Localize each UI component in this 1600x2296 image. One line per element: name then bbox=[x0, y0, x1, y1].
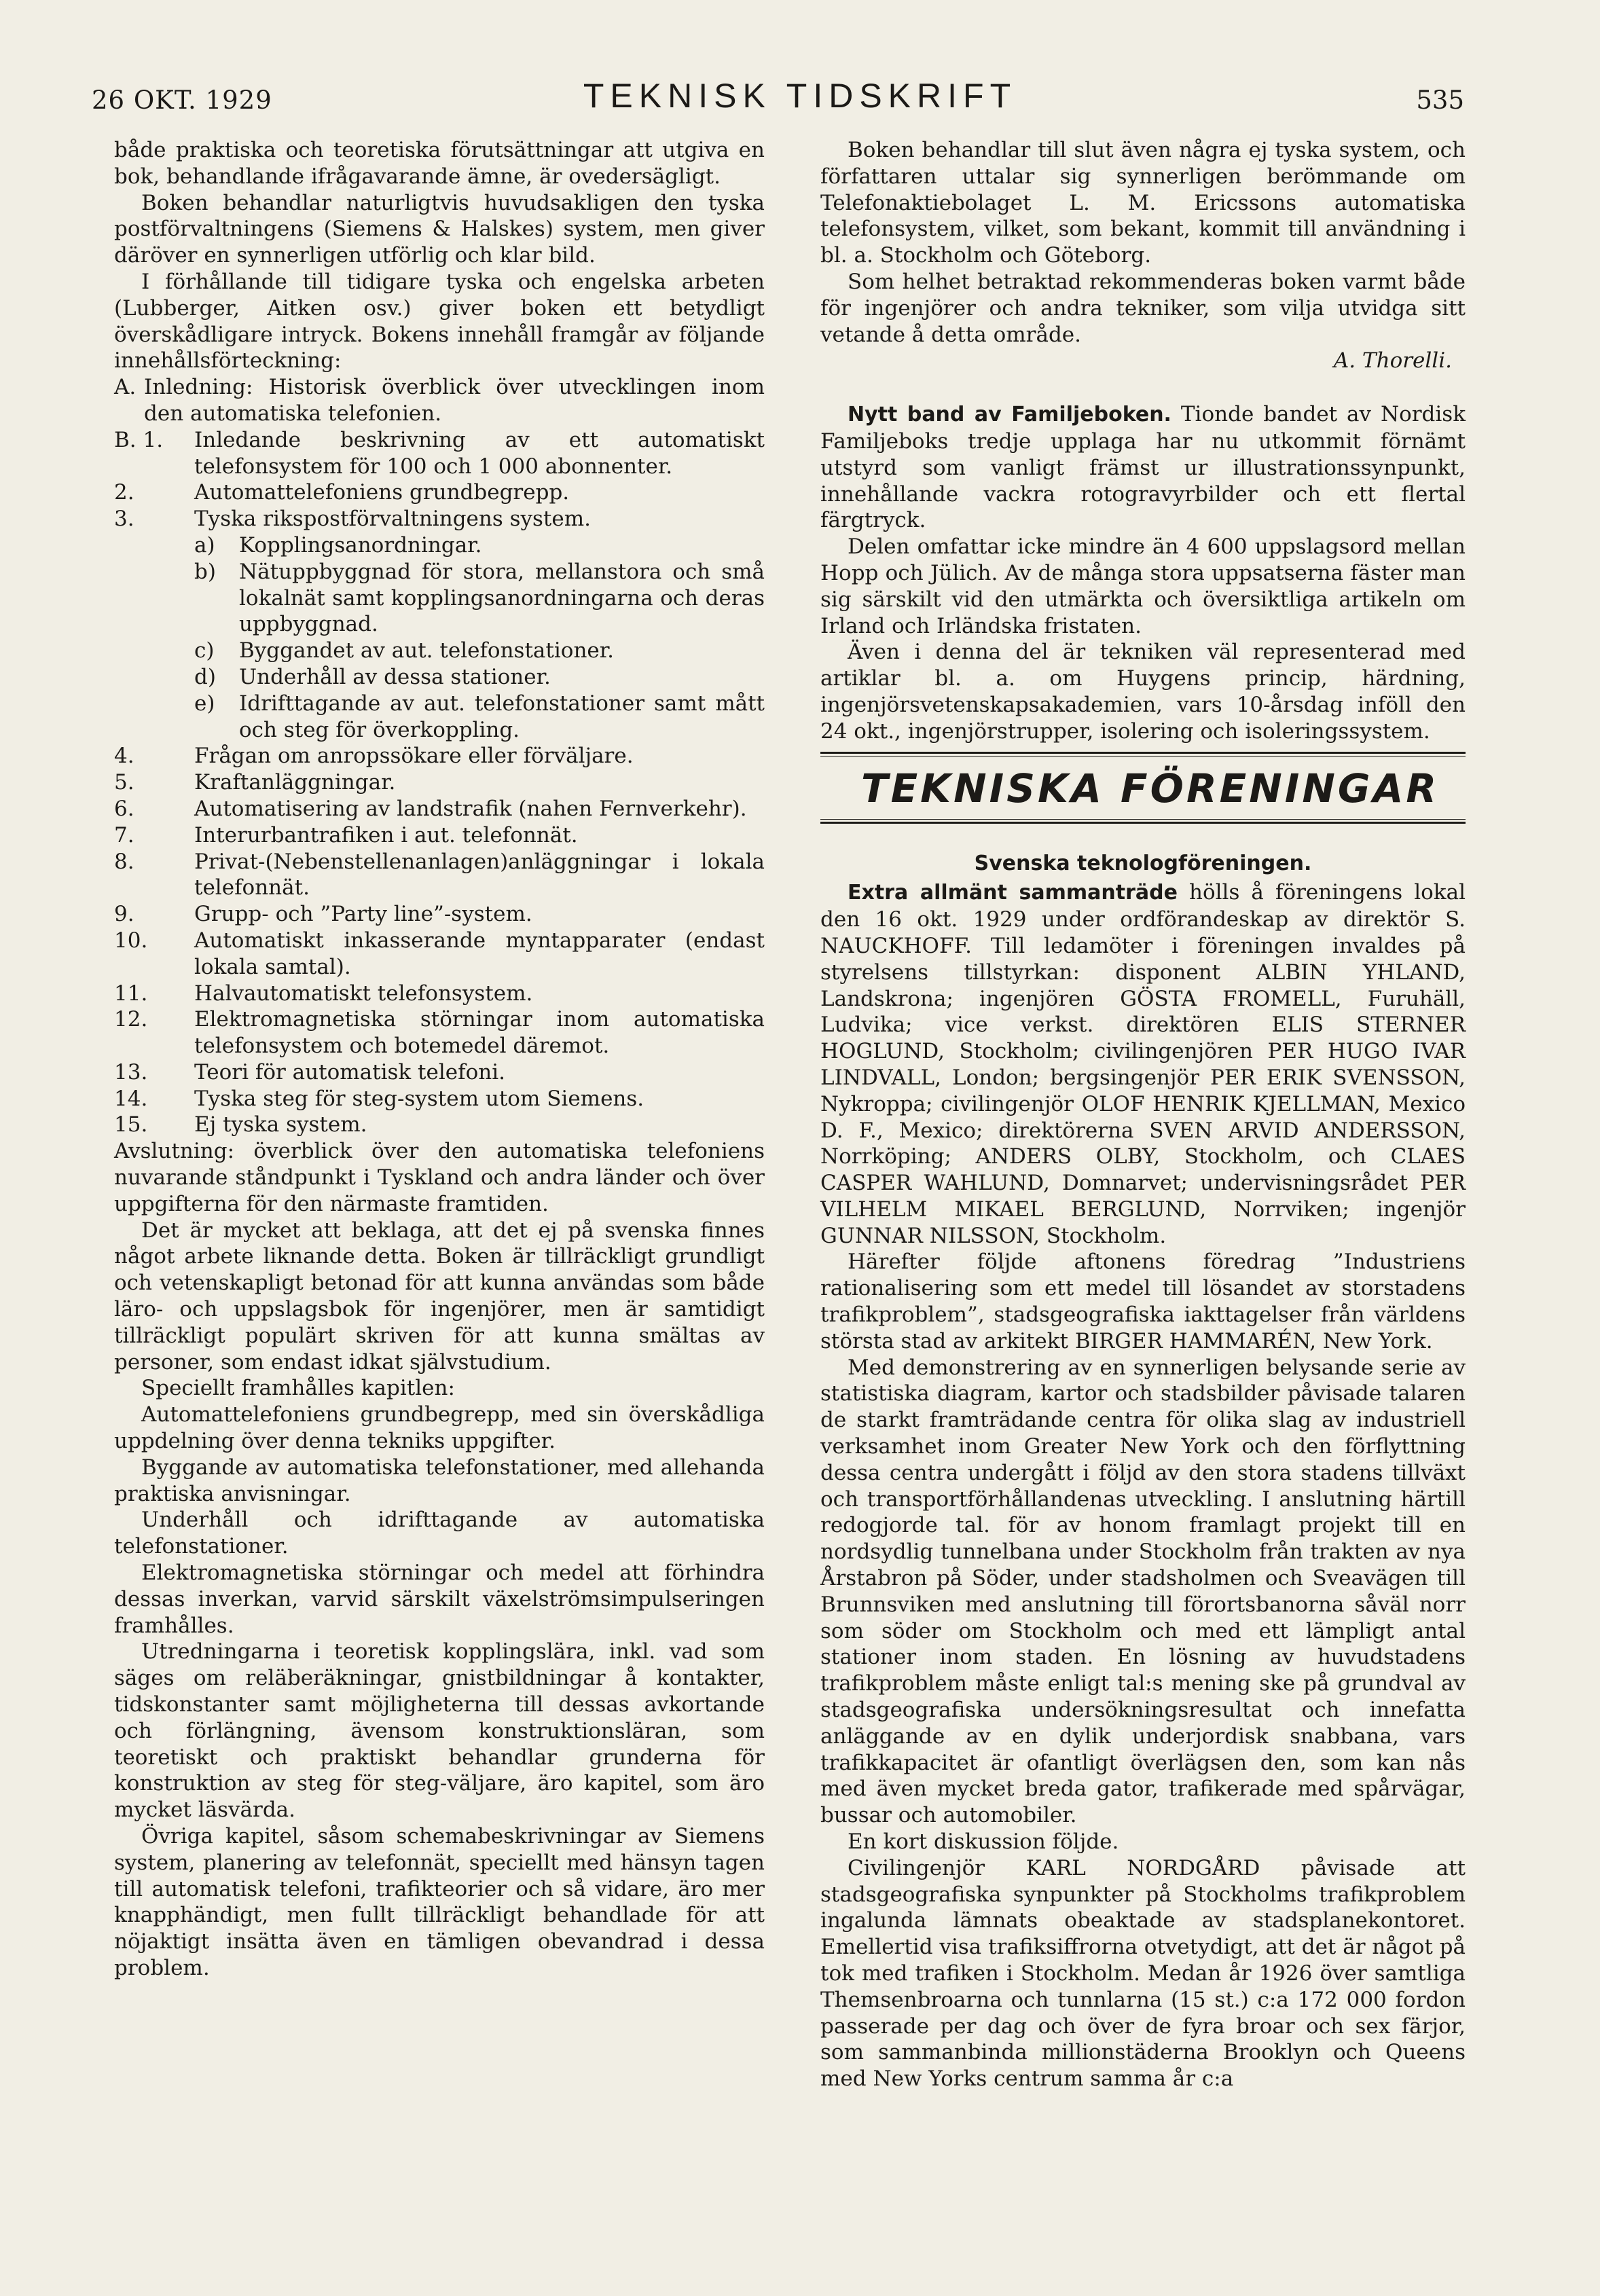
toc-item-label: 9. bbox=[114, 902, 134, 927]
toc-item-label: 3. bbox=[114, 507, 134, 532]
article-familjeboken bbox=[820, 401, 1466, 534]
left-column bbox=[114, 137, 765, 1982]
section-rule-top bbox=[820, 752, 1466, 757]
paragraph: Delen omfattar icke mindre än 4 600 uppslagsord mellan Hopp och Jülich. Av de många stora uppsatserna fäster man sig särskilt vid den utmärkta och översiktliga artikeln om Irland och Irländska fristaten. bbox=[820, 534, 1466, 638]
toc-item bbox=[114, 901, 765, 928]
toc-item-label: B. 1. bbox=[114, 427, 164, 452]
right-column bbox=[820, 137, 1466, 2092]
toc-item-text: Teori för automatisk telefoni. bbox=[194, 1059, 505, 1085]
toc-item-text: Tyska rikspostförvaltningens system. bbox=[194, 507, 591, 532]
toc-item-text: Ej tyska system. bbox=[194, 1112, 367, 1137]
toc-item bbox=[114, 374, 765, 427]
toc-item-text: Frågan om anropssökare eller förväljare. bbox=[194, 744, 634, 769]
toc-item-label: b) bbox=[194, 559, 216, 584]
toc-item-text: Inledande beskrivning av ett automatiskt telefonsystem för 100 och 1 000 abonnenter. bbox=[194, 427, 765, 479]
toc-item-text: Byggandet av aut. telefonstationer. bbox=[239, 638, 615, 663]
paragraph: Boken behandlar naturligtvis huvudsakligen den tyska postförvaltningens (Siemens & Halskes) system, men giver däröver en synnerligen utförlig och klar bild. bbox=[114, 190, 765, 268]
toc-item bbox=[114, 559, 765, 638]
meeting-text: hölls å föreningens lokal den 16 okt. 1929 under ordförandeskap av direktör S. NAUCKHOFF. Till ledamöter i föreningen invaldes på styrelsens tillstyrkan: disponent ALBIN YHLAND, Landskrona; ingenjören GÖSTA FROMELL, Furuhäll, Ludvika; vice verkst. direktören ELIS STERNER HOGLUND, Stockholm; civilingenjören PER HUGO IVAR LINDVALL, London; bergsingenjör PER ERIK SVENSSON, Nykroppa; civilingenjör OLOF HENRIK KJELLMAN, Mexico D. F., Mexico; direktörerna SVEN ARVID ANDERSSON, Norrköping; ANDERS OLBY, Stockholm, och CLAES CASPER WAHLUND, Domnarvet; undervisningsrådet PER VILHELM MIKAEL BERGLUND, Norrviken; ingenjör GUNNAR NILSSON, Stockholm. bbox=[820, 880, 1466, 1248]
toc-item bbox=[114, 1086, 765, 1112]
toc-item-text: Inledning: Historisk överblick över utvecklingen inom den automatiska telefonien. bbox=[144, 375, 765, 426]
section-title: TEKNISKA FÖRENINGAR bbox=[861, 765, 1440, 812]
toc-item bbox=[114, 1006, 765, 1059]
toc-item-text: Automatisering av landstrafik (nahen Fernverkehr). bbox=[194, 796, 747, 821]
toc-item bbox=[114, 1112, 765, 1138]
toc-item bbox=[114, 796, 765, 822]
table-of-contents bbox=[114, 374, 765, 1138]
toc-item-text: Elektromagnetiska störningar inom automatiska telefonsystem och botemedel däremot. bbox=[194, 1007, 765, 1059]
article-heading: Nytt band av Familjeboken. bbox=[848, 403, 1171, 427]
toc-item-label: 15. bbox=[114, 1112, 148, 1137]
page-header bbox=[0, 76, 1600, 130]
paragraph: I förhållande till tidigare tyska och engelska arbeten (Lubberger, Aitken osv.) giver boken ett betydligt överskådligare intryck. Bokens innehåll framgår av följande innehållsförteckning: bbox=[114, 269, 765, 373]
toc-item-label: 7. bbox=[114, 822, 134, 848]
article-text: Tionde bandet av Nordisk Familjeboks tredje upplaga har nu utkommit förnämt utstyrd som vanligt främst ur illustrationssynpunkt, innehållande vackra rotogravyrbilder och ett flertal färgtryck. bbox=[820, 402, 1466, 533]
toc-item bbox=[114, 532, 765, 559]
toc-item bbox=[114, 506, 765, 532]
toc-item bbox=[114, 822, 765, 849]
toc-item-label: 2. bbox=[114, 480, 134, 505]
paragraph: En kort diskussion följde. bbox=[848, 1829, 1119, 1855]
page-number: 535 bbox=[1416, 86, 1464, 115]
paragraph: både praktiska och teoretiska förutsättningar att utgiva en bok, behandlande ifrågavarande ämne, är ovedersägligt. bbox=[114, 138, 765, 189]
toc-item-text: Tyska steg för steg-system utom Siemens. bbox=[194, 1086, 644, 1111]
toc-item bbox=[114, 638, 765, 664]
toc-item bbox=[114, 928, 765, 981]
toc-item-label: e) bbox=[194, 691, 215, 716]
toc-item bbox=[114, 849, 765, 902]
paragraph: Civilingenjör KARL NORDGÅRD påvisade att stadsgeografiska synpunkter på Stockholms trafikproblem ingalunda lämnats obeaktade av stadsplanekontoret. Emellertid visa trafiksiffrorna otvetydigt, att det är något på tok med trafiken i Stockholm. Medan år 1926 över samtliga Themsenbroarna och tunnlarna (15 st.) c:a 172 000 fordon passerade per dag och över de fyra broar och sex färjor, som sammanbinda millionstäderna Brooklyn och Queens med New Yorks centrum samma år c:a bbox=[820, 1855, 1466, 2092]
toc-item-label: d) bbox=[194, 664, 216, 689]
toc-item bbox=[114, 479, 765, 506]
toc-item-label: 10. bbox=[114, 928, 148, 953]
toc-item-text: Kraftanläggningar. bbox=[194, 770, 396, 795]
toc-item-text: Underhåll av dessa stationer. bbox=[239, 664, 551, 689]
toc-item-label: 14. bbox=[114, 1086, 148, 1111]
toc-item-label: 11. bbox=[114, 981, 148, 1006]
paragraph: Som helhet betraktad rekommenderas boken varmt både för ingenjörer och andra tekniker, som vilja utvidga sitt vetande å detta område. bbox=[820, 269, 1466, 347]
paragraph: Byggande av automatiska telefonstationer, med allehanda praktiska anvisningar. bbox=[114, 1455, 765, 1506]
paragraph: Underhåll och idrifttagande av automatiska telefonstationer. bbox=[114, 1508, 765, 1559]
meeting-report bbox=[820, 879, 1466, 1249]
paragraph: Boken behandlar till slut även några ej tyska system, och författaren uttalar sig synnerligen berömmande om Telefonaktiebolaget L. M. Ericssons automatiska telefonsystem, vilket, som bekant, kommit till användning i bl. a. Stockholm och Göteborg. bbox=[820, 138, 1466, 268]
toc-item-text: Automatiskt inkasserande myntapparater (endast lokala samtal). bbox=[194, 928, 765, 979]
paragraph: Härefter följde aftonens föredrag ”Industriens rationalisering som ett medel till lösandet av storstadens trafikproblem”, stadsgeografiska iakttagelser från världens största stad av arkitekt BIRGER HAMMARÉN, New York. bbox=[820, 1250, 1466, 1353]
section-rule-bottom bbox=[820, 819, 1466, 824]
journal-title: TEKNISK TIDSKRIFT bbox=[583, 77, 1017, 115]
toc-item-text: Automattelefoniens grundbegrepp. bbox=[194, 480, 570, 505]
toc-item-text: Interurbantrafiken i aut. telefonnät. bbox=[194, 822, 578, 848]
toc-item-label: c) bbox=[194, 638, 215, 663]
toc-item-label: 12. bbox=[114, 1007, 148, 1032]
toc-item-label: a) bbox=[194, 532, 215, 558]
toc-item bbox=[114, 981, 765, 1007]
paragraph: Automattelefoniens grundbegrepp, med sin överskådliga uppdelning över denna tekniks uppgifter. bbox=[114, 1402, 765, 1454]
meeting-heading: Extra allmänt sammanträde bbox=[848, 881, 1178, 905]
society-heading: Svenska teknologföreningen. bbox=[974, 851, 1312, 875]
toc-item bbox=[114, 743, 765, 769]
paragraph: Avslutning: överblick över den automatiska telefoniens nuvarande ståndpunkt i Tyskland och andra länder och över uppgifterna för den närmaste framtiden. bbox=[114, 1139, 765, 1216]
toc-item-text: Halvautomatiskt telefonsystem. bbox=[194, 981, 533, 1006]
paragraph: Utredningarna i teoretisk kopplingslära, inkl. vad som säges om reläberäkningar, gnistbildningar å kontakter, tidskonstanter samt möjligheterna till dessas avkortande och förlängning, ävensom konstruktionsläran, som teoretiskt och praktiskt behandlar grunderna för konstruktion av steg för steg-väljare, äro kapitel, som äro mycket läsvärda. bbox=[114, 1639, 765, 1823]
toc-item bbox=[114, 769, 765, 796]
paragraph: Speciellt framhålles kapitlen: bbox=[141, 1376, 455, 1401]
toc-item bbox=[114, 664, 765, 691]
toc-item-text: Kopplingsanordningar. bbox=[239, 532, 482, 558]
paragraph: Övriga kapitel, såsom schemabeskrivningar av Siemens system, planering av telefonnät, speciellt med hänsyn tagen till automatisk telefoni, trafikteorier och så vidare, äro mer knapphändigt, men fullt tillräckligt behandlade för att nöjaktigt insätta även en tämligen obevandrad i dessa problem. bbox=[114, 1824, 765, 1980]
toc-item-label: 6. bbox=[114, 796, 134, 821]
toc-item-text: Idrifttagande av aut. telefonstationer samt mått och steg för överkoppling. bbox=[239, 691, 765, 742]
toc-item-label: 8. bbox=[114, 849, 134, 874]
toc-item-label: 5. bbox=[114, 770, 134, 795]
paragraph: Med demonstrering av en synnerligen belysande serie av statistiska diagram, kartor och stadsbilder påvisade talaren de starkt framträdande centra för olika slag av industriell verksamhet inom Greater New York och den förflyttning dessa centra undergått i följd av den stora stadens tillväxt och transportförhållandenas utveckling. I anslutning härtill redogjorde tal. för av honom framlagt projekt till en nordsydlig tunnelbana under Stockholm från trakten av nya Årstabron på Söder, under stadsholmen och Sveavägen till Brunnsviken med anslutning till förortsbanorna såväl norr som söder om Stockholm och med ett lämpligt antal stationer inom staden. En lösning av huvudstadens trafikproblem måste enligt tal:s mening ske på grundval av stadsgeografiska undersökningsresultat och innefatta anläggande av en dylik underjordisk snabbana, vars trafikkapacitet är ofantligt överlägsen den, som kan nås med även mycket breda gator, trafikerade med spårvägar, bussar och automobiler. bbox=[820, 1355, 1466, 1828]
paragraph: Även i denna del är tekniken väl representerad med artiklar bl. a. om Huygens princip, härdning, ingenjörsvetenskapsakademien, vars 10-årsdag inföll den 24 okt., ingenjörstrupper, isolering och isoleringssystem. bbox=[820, 640, 1466, 744]
paragraph: Elektromagnetiska störningar och medel att förhindra dessas inverkan, varvid särskilt växelströmsimpulseringen framhålles. bbox=[114, 1561, 765, 1638]
toc-item-label: 13. bbox=[114, 1059, 148, 1085]
toc-item bbox=[114, 1059, 765, 1086]
toc-item-text: Privat-(Nebenstellenanlagen)anläggningar i lokala telefonnät. bbox=[194, 849, 765, 900]
toc-item-text: Nätuppbyggnad för stora, mellanstora och små lokalnät samt kopplingsanordningarna och deras uppbyggnad. bbox=[239, 559, 765, 637]
signature: A. Thorelli. bbox=[1333, 348, 1452, 373]
toc-item-label: A. bbox=[114, 375, 137, 400]
paragraph: Det är mycket att beklaga, att det ej på svenska finnes något arbete liknande detta. Boken är tillräckligt grundligt och vetenskapligt betonad för att kunna användas som både läro- och uppslagsbok för ingenjörer, men är samtidigt tillräckligt populärt skriven för att kunna smältas av personer, som endast idkat självstudium. bbox=[114, 1218, 765, 1374]
toc-item bbox=[114, 691, 765, 744]
toc-item-text: Grupp- och ”Party line”-system. bbox=[194, 902, 532, 927]
toc-item-label: 4. bbox=[114, 744, 134, 769]
toc-item bbox=[114, 427, 765, 480]
header-date: 26 OKT. 1929 bbox=[92, 86, 272, 115]
